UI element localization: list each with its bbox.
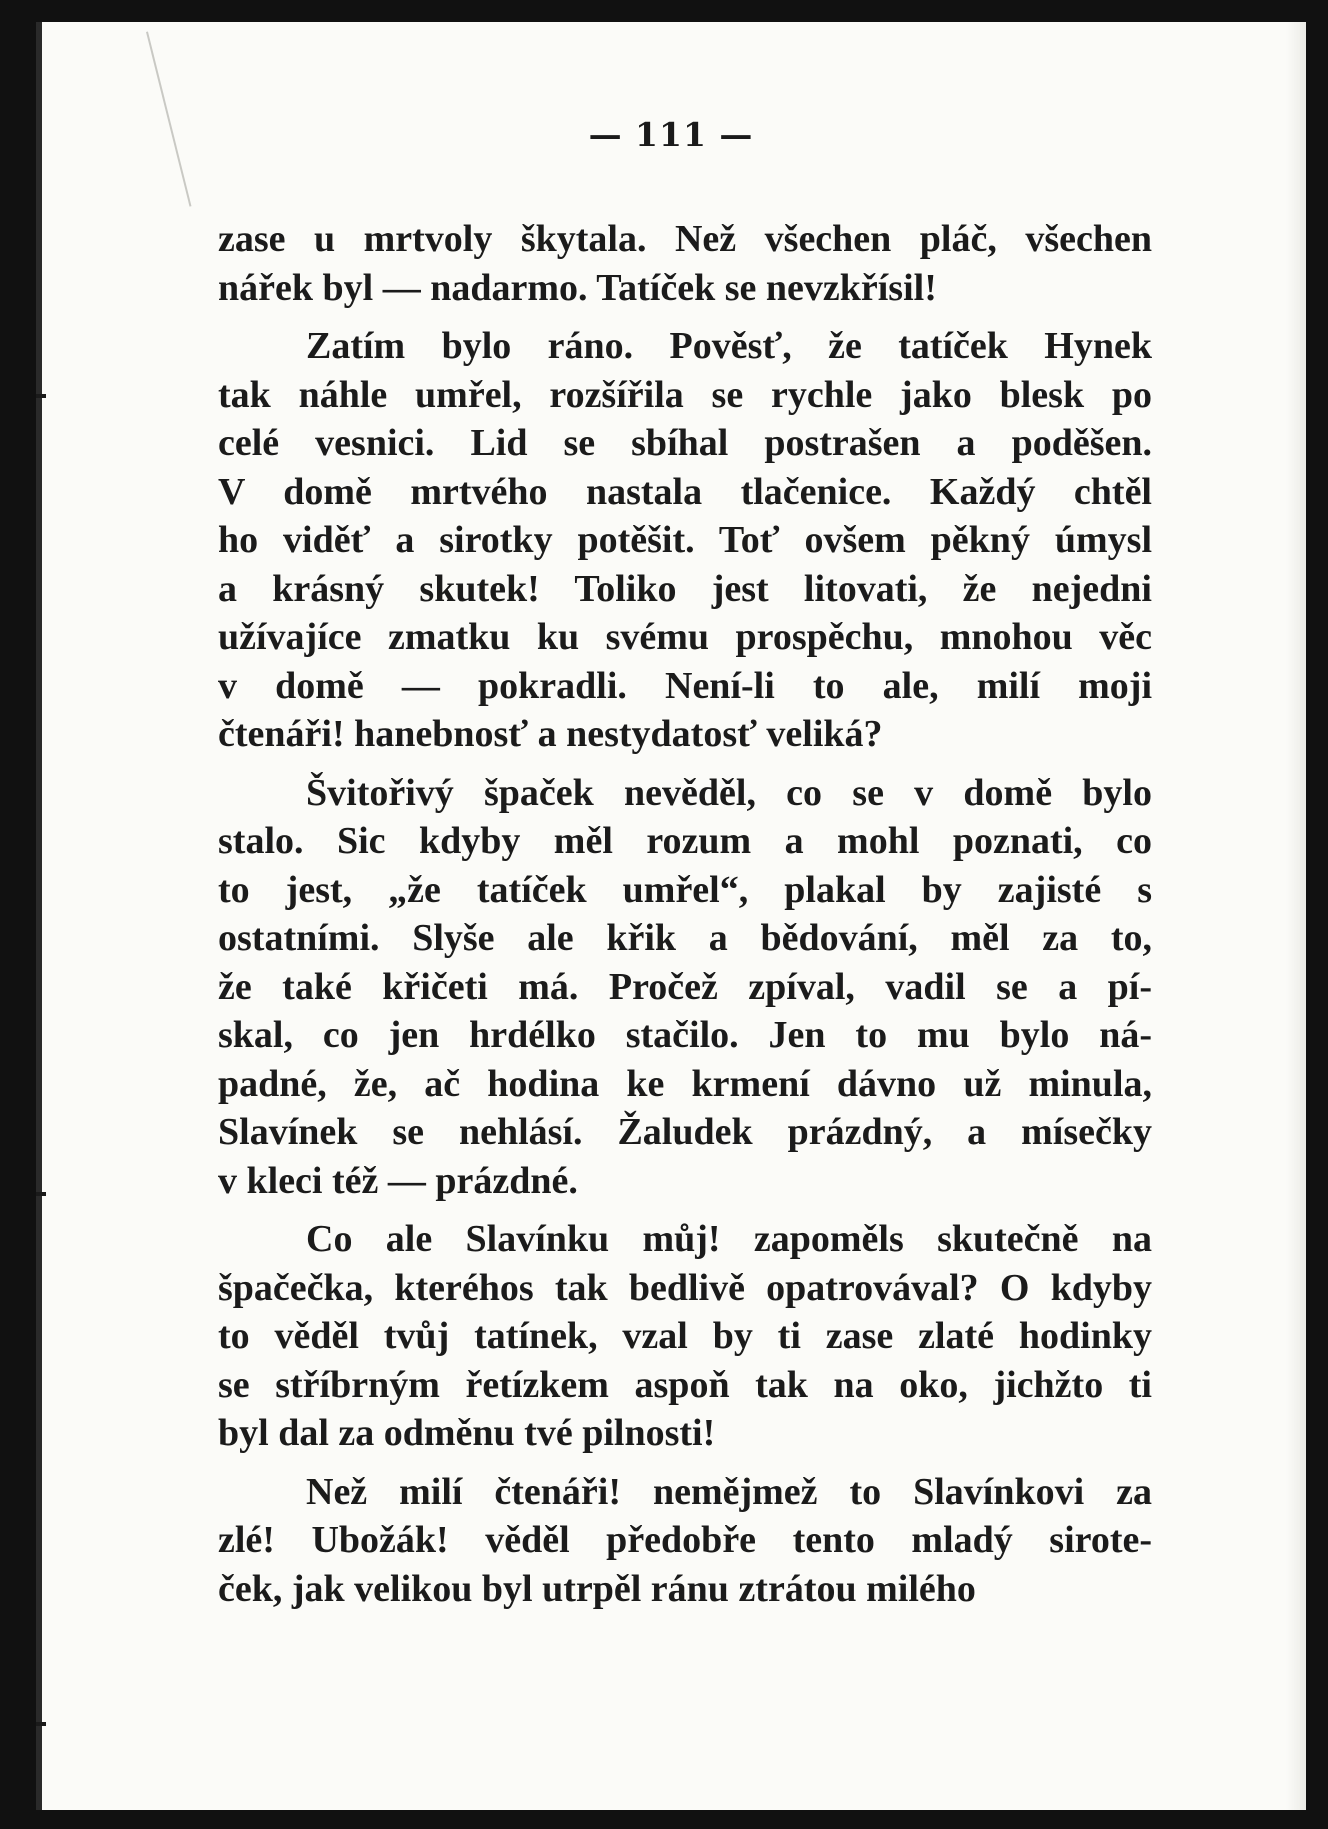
book-page: [36, 22, 1306, 1810]
text-line: a krásný skutek! Toliko jest litovati, že nejedni: [218, 567, 1152, 610]
left-margin-rule: [36, 22, 42, 1810]
text-line: Než milí čtenáři! nemějmež to Slavínkovi za: [306, 1470, 1152, 1513]
text-line: v kleci též — prázdné.: [218, 1159, 578, 1202]
text-line: ostatními. Slyše ale křik a bědování, měl za to,: [218, 917, 1152, 959]
text-line: skal, co jen hrdélko stačilo. Jen to mu bylo ná-: [218, 1014, 1152, 1056]
paragraph: [218, 1215, 1152, 1458]
text-line: V domě mrtvého nastala tlačenice. Každý chtěl: [218, 470, 1152, 513]
paragraph: [218, 322, 1152, 759]
paragraph: [218, 215, 1152, 312]
text-line: se stříbrným řetízkem aspoň tak na oko, jichžto ti: [218, 1363, 1152, 1406]
text-line: nářek byl — nadarmo. Tatíček se nevzkřísil!: [218, 266, 937, 309]
paragraph: [218, 1468, 1152, 1614]
text-line: byl dal za odměnu tvé pilnosti!: [218, 1412, 716, 1454]
text-line: Co ale Slavínku můj! zapoměls skutečně na: [306, 1218, 1152, 1260]
text-line: špačečka, kteréhos tak bedlivě opatrovával? O kdyby: [218, 1266, 1152, 1309]
margin-tick-mark: [36, 394, 46, 398]
text-line: tak náhle umřel, rozšířila se rychle jako blesk po: [218, 373, 1152, 416]
text-line: v domě — pokradli. Není-li to ale, milí moji: [218, 664, 1152, 707]
text-line: padné, že, ač hodina ke krmení dávno už minula,: [218, 1062, 1152, 1105]
text-line: že také křičeti má. Pročež zpíval, vadil se a pí-: [218, 965, 1152, 1008]
text-line: to věděl tvůj tatínek, vzal by ti zase zlaté hodinky: [218, 1315, 1152, 1357]
text-line: užívajíce zmatku ku svému prospěchu, mnohou věc: [218, 616, 1152, 658]
text-line: stalo. Sic kdyby měl rozum a mohl poznati, co: [218, 820, 1152, 862]
page-number: — 111 —: [588, 115, 754, 154]
text-line: Zatím bylo ráno. Pověsť, že tatíček Hynek: [306, 325, 1152, 367]
text-line: to jest, „že tatíček umřel“, plakal by zajisté s: [218, 868, 1152, 911]
text-line: celé vesnici. Lid se sbíhal postrašen a poděšen.: [218, 422, 1152, 464]
margin-tick-mark: [36, 1192, 46, 1196]
paragraph: [218, 769, 1152, 1206]
margin-tick-mark: [36, 1722, 46, 1726]
text-line: Švitořivý špaček nevěděl, co se v domě bylo: [306, 771, 1152, 814]
text-line: ček, jak velikou byl utrpěl ránu ztrátou milého: [218, 1567, 976, 1610]
text-line: zase u mrtvoly škytala. Než všechen pláč, všechen: [218, 218, 1152, 260]
body-text: [218, 215, 1152, 1623]
text-line: čtenáři! hanebnosť a nestydatosť veliká?: [218, 713, 883, 755]
text-line: zlé! Ubožák! věděl předobře tento mladý sirote-: [218, 1519, 1152, 1561]
text-line: Slavínek se nehlásí. Žaludek prázdný, a mísečky: [218, 1111, 1152, 1153]
text-line: ho viděť a sirotky potěšit. Toť ovšem pěkný úmysl: [218, 519, 1152, 561]
page-edge-shade: [1286, 22, 1306, 1810]
